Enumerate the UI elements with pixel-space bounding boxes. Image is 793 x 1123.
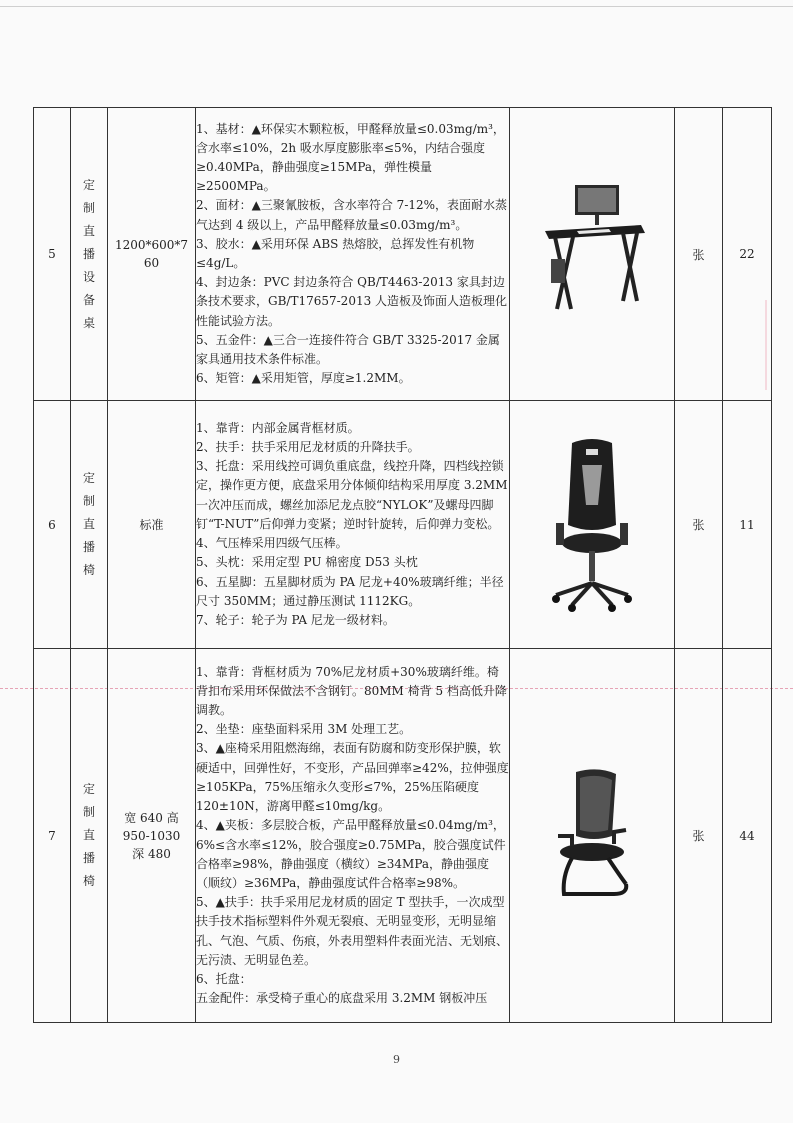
name-char: 备 bbox=[82, 292, 95, 307]
name-char: 定 bbox=[82, 782, 95, 796]
row-number: 5 bbox=[34, 108, 71, 401]
size-line: 宽 640 高 bbox=[124, 810, 179, 825]
name-char: 设 bbox=[82, 269, 95, 284]
name-char: 直 bbox=[82, 517, 95, 531]
page-number: 9 bbox=[393, 1053, 400, 1066]
name-char: 定 bbox=[82, 471, 95, 485]
desc-item: 3、▲座椅采用阻燃海绵，表面有防腐和防变形保护膜，软硬适中，回弹性好，不变形，产品回弹率≥42%，拉伸强度≥105KPa，75%压缩永久变形≤7%，25%压陷硬度 120±10N，游离甲醛≤10mg/kg。 bbox=[196, 741, 509, 814]
mesh-office-chair-icon bbox=[542, 766, 642, 906]
technical-description bbox=[196, 401, 510, 649]
size-line: 950-1030 bbox=[122, 828, 181, 843]
name-char: 制 bbox=[82, 494, 95, 508]
size-spec bbox=[108, 108, 196, 401]
quantity: 22 bbox=[723, 108, 772, 401]
gaming-chair-icon bbox=[542, 435, 642, 615]
technical-description bbox=[196, 649, 510, 1023]
desc-item: 1、靠背：背框材质为 70%尼龙材质+30%玻璃纤维。椅背扣布采用环保做法不含钢钉。80MM 椅背 5 档高低升降调教。 bbox=[196, 664, 507, 718]
desc-item: 5、头枕：采用定型 PU 棉密度 D53 头枕 bbox=[196, 555, 418, 570]
gaming-chair-photo bbox=[510, 401, 675, 649]
desc-item: 2、扶手：扶手采用尼龙材质的升降扶手。 bbox=[196, 440, 420, 455]
unit: 张 bbox=[675, 649, 723, 1023]
name-char: 播 bbox=[82, 540, 95, 554]
name-char: 椅 bbox=[82, 874, 95, 888]
desc-item: 3、托盘：采用线控可调负重底盘，线控升降，四档线控锁定，操作更方便，底盘采用分体倾仰结构采用厚度 3.2MM 一次冲压而成，螺丝加添尼龙点胶“NYLOK”及螺母四脚钉“T-NUT”后仰弹力变紧；逆时针旋转，后仰弹力变松。 bbox=[196, 459, 508, 531]
spec-table bbox=[33, 107, 772, 1023]
product-name bbox=[71, 108, 108, 401]
size-line: 深 480 bbox=[132, 846, 171, 861]
size-line: 1200*600*7 bbox=[114, 238, 189, 252]
table-row bbox=[34, 401, 772, 649]
name-char: 直 bbox=[82, 223, 95, 238]
desc-item: 6、五星脚：五星脚材质为 PA 尼龙+40%玻璃纤维；半径尺寸 350MM；通过静压测试 1112KG。 bbox=[196, 574, 504, 608]
desc-item: 2、坐垫：座垫面料采用 3M 处理工艺。 bbox=[196, 722, 412, 737]
name-char: 播 bbox=[82, 851, 95, 865]
desc-item: 五金配件：承受椅子重心的底盘采用 3.2MM 钢板冲压 bbox=[196, 991, 488, 1006]
name-char: 椅 bbox=[82, 563, 95, 577]
name-char: 定 bbox=[82, 177, 95, 192]
desc-item: 7、轮子：轮子为 PA 尼龙一级材料。 bbox=[196, 612, 395, 627]
table-row bbox=[34, 108, 772, 401]
size-line: 标准 bbox=[139, 517, 164, 532]
name-char: 桌 bbox=[82, 315, 95, 330]
size-spec bbox=[108, 401, 196, 649]
product-name bbox=[71, 401, 108, 649]
mesh-office-chair-photo bbox=[510, 649, 675, 1023]
unit: 张 bbox=[675, 401, 723, 649]
desc-item: 6、托盘： bbox=[196, 971, 252, 986]
desc-item: 4、气压棒采用四级气压棒。 bbox=[196, 536, 348, 551]
desc-item: 3、胶水：▲采用环保 ABS 热熔胶，总挥发性有机物≤4g/L。 bbox=[196, 236, 475, 270]
quantity: 11 bbox=[723, 401, 772, 649]
name-char: 直 bbox=[82, 828, 95, 842]
desc-item: 5、五金件：▲三合一连接件符合 GB/T 3325-2017 金属家具通用技术条件标准。 bbox=[196, 332, 500, 367]
name-char: 制 bbox=[82, 200, 95, 215]
desc-item: 2、面材：▲三聚氰胺板，含水率符合 7-12%，表面耐水蒸气达到 4 级以上，产品甲醛释放量≤0.03mg/m³。 bbox=[196, 198, 508, 232]
table-row bbox=[34, 649, 772, 1023]
desc-item: 4、封边条：PVC 封边条符合 QB/T4463-2013 家具封边条技术要求，GB/T17657-2013 人造板及饰面人造板理化性能试验方法。 bbox=[196, 275, 508, 328]
quantity: 44 bbox=[723, 649, 772, 1023]
unit: 张 bbox=[675, 108, 723, 401]
technical-description bbox=[196, 108, 510, 401]
desc-item: 6、矩管：▲采用矩管，厚度≥1.2MM。 bbox=[196, 371, 411, 386]
desc-item: 4、▲夹板：多层胶合板，产品甲醛释放量≤0.04mg/m³，6%≤含水率≤12%，胶合强度≥0.75MPa，胶合强度试件合格率≥98%，静曲强度（横纹）≥34MPa，静曲强度（顺纹）≥36MPa，静曲强度试件合格率≥98%。 bbox=[196, 818, 506, 890]
gaming-desk-icon bbox=[537, 179, 647, 329]
row-number: 6 bbox=[34, 401, 71, 649]
product-name bbox=[71, 649, 108, 1023]
size-line: 60 bbox=[143, 256, 160, 270]
name-char: 播 bbox=[82, 246, 95, 261]
size-spec bbox=[108, 649, 196, 1023]
desc-item: 1、靠背：内部金属背框材质。 bbox=[196, 420, 360, 435]
name-char: 制 bbox=[82, 805, 95, 819]
desc-item: 5、▲扶手：扶手采用尼龙材质的固定 T 型扶手，一次成型扶手技术指标塑料件外观无裂痕、无明显变形，无明显缩孔、气泡、气质、伤痕，外表用塑料件表面光洁、无划痕、无污渍、无明显色差。 bbox=[196, 895, 509, 967]
desc-item: 1、基材：▲环保实木颗粒板，甲醛释放量≤0.03mg/m³，含水率≤10%，2h 吸水厚度膨胀率≤5%，内结合强度≥0.40MPa，静曲强度≥15MPa，弹性模量≥2500MPa。 bbox=[196, 121, 505, 194]
scan-top-border bbox=[0, 6, 793, 7]
gaming-desk-photo bbox=[510, 108, 675, 401]
row-number: 7 bbox=[34, 649, 71, 1023]
